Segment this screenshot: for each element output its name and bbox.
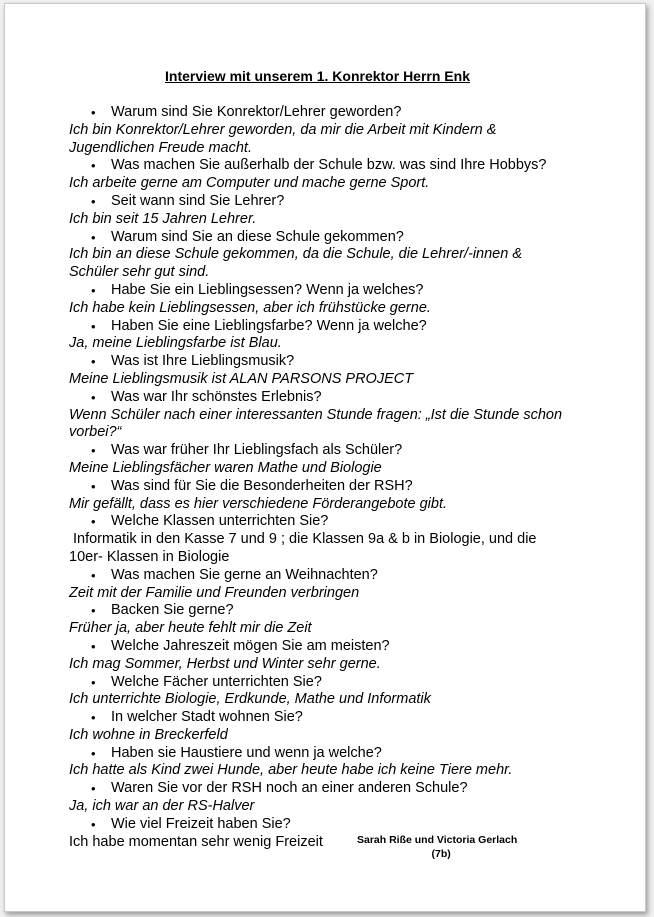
- question-text: Welche Klassen unterrichten Sie?: [111, 513, 329, 530]
- bullet-icon: •: [91, 318, 96, 334]
- question-item: [91, 513, 589, 531]
- answer-line: Ich mag Sommer, Herbst und Winter sehr gerne.: [69, 655, 381, 672]
- question-item: [91, 566, 589, 585]
- answer-line: 10er- Klassen in Biologie: [69, 548, 230, 565]
- question-text: Backen Sie gerne?: [111, 602, 234, 619]
- bullet-icon: •: [91, 354, 96, 370]
- bullet-icon: •: [91, 443, 96, 459]
- question-text: Was machen Sie gerne an Weihnachten?: [111, 566, 378, 583]
- answer-line: Ich bin Konrektor/Lehrer geworden, da mir die Arbeit mit Kindern &: [69, 121, 497, 138]
- bullet-icon: •: [91, 229, 96, 245]
- answer-line: Ich habe kein Lieblingsessen, aber ich frühstücke gerne.: [69, 299, 431, 316]
- answer-line: Zeit mit der Familie und Freunden verbringen: [69, 584, 360, 601]
- question-text: In welcher Stadt wohnen Sie?: [111, 709, 303, 726]
- answer-line: Meine Lieblingsmusik ist ALAN PARSONS PROJECT: [69, 370, 414, 387]
- answer-line: Ja, meine Lieblingsfarbe ist Blau.: [69, 335, 282, 352]
- bullet-icon: •: [91, 193, 96, 209]
- bullet-icon: •: [91, 710, 96, 726]
- question-text: Warum sind Sie an diese Schule gekommen?: [111, 228, 404, 245]
- answer-line: vorbei?“: [69, 424, 122, 441]
- bullet-icon: •: [91, 567, 96, 583]
- question-item: [91, 602, 589, 620]
- answer-line: Ja, ich war an der RS-Halver: [69, 798, 255, 815]
- question-text: Welche Jahreszeit mögen Sie am meisten?: [111, 637, 390, 654]
- bullet-icon: •: [91, 816, 96, 832]
- bullet-icon: •: [91, 282, 96, 298]
- question-text: Was war Ihr schönstes Erlebnis?: [111, 388, 322, 405]
- bullet-icon: •: [91, 514, 96, 530]
- question-text: Was ist Ihre Lieblingsmusik?: [111, 353, 295, 370]
- answer-line: Ich wohne in Breckerfeld: [69, 726, 228, 743]
- answer-line: Früher ja, aber heute fehlt mir die Zeit: [69, 620, 312, 637]
- question-text: Was machen Sie außerhalb der Schule bzw. was sind Ihre Hobbys?: [111, 157, 547, 174]
- page-title: Interview mit unserem 1. Konrektor Herrn Enk: [165, 68, 470, 84]
- bullet-icon: •: [91, 674, 96, 690]
- question-item: [91, 281, 589, 300]
- question-text: Was sind für Sie die Besonderheiten der RSH?: [111, 477, 413, 494]
- question-text: Welche Fächer unterrichten Sie?: [111, 673, 322, 690]
- answer-line: Wenn Schüler nach einer interessanten Stunde fragen: „Ist die Stunde schon: [69, 406, 563, 423]
- question-item: [91, 442, 589, 460]
- author-credit: [357, 833, 517, 861]
- answer-line: Schüler sehr gut sind.: [69, 264, 210, 281]
- question-item: [91, 780, 589, 798]
- bullet-icon: •: [91, 158, 96, 174]
- interview-list: [69, 104, 589, 851]
- answer-line: Meine Lieblingsfächer waren Mathe und Biologie: [69, 459, 382, 476]
- answer-line: Informatik in den Kasse 7 und 9 ; die Klassen 9a & b in Biologie, und die: [73, 531, 537, 548]
- question-text: Wie viel Freizeit haben Sie?: [111, 815, 291, 832]
- question-text: Was war früher Ihr Lieblingsfach als Schüler?: [111, 442, 403, 459]
- bullet-icon: •: [91, 745, 96, 761]
- author-class: (7b): [431, 848, 451, 860]
- answer-line: Mir gefällt, dass es hier verschiedene Förderangebote gibt.: [69, 495, 448, 512]
- question-text: Haben sie Haustiere und wenn ja welche?: [111, 744, 382, 761]
- question-text: Warum sind Sie Konrektor/Lehrer geworden?: [111, 104, 402, 120]
- document-page: [4, 3, 646, 912]
- bullet-icon: •: [91, 781, 96, 797]
- question-item: [91, 637, 589, 656]
- answer-line: Ich hatte als Kind zwei Hunde, aber heute habe ich keine Tiere mehr.: [69, 762, 513, 779]
- answer-line: Ich bin seit 15 Jahren Lehrer.: [69, 210, 257, 227]
- question-item: [91, 673, 589, 692]
- question-text: Seit wann sind Sie Lehrer?: [111, 192, 285, 209]
- bullet-icon: •: [91, 389, 96, 405]
- answer-line: Jugendlichen Freude macht.: [69, 139, 252, 156]
- question-item: [91, 353, 589, 371]
- question-item: [91, 317, 589, 336]
- question-item: [91, 388, 589, 407]
- question-text: Habe Sie ein Lieblingsessen? Wenn ja welches?: [111, 281, 424, 298]
- author-names: Sarah Riße und Victoria Gerlach: [357, 834, 518, 846]
- bullet-icon: •: [91, 638, 96, 654]
- bullet-icon: •: [91, 603, 96, 619]
- answer-line: Ich unterrichte Biologie, Erdkunde, Mathe und Informatik: [69, 691, 431, 708]
- question-item: [91, 815, 589, 834]
- question-text: Haben Sie eine Lieblingsfarbe? Wenn ja welche?: [111, 317, 427, 334]
- question-item: [91, 744, 589, 763]
- question-item: [91, 104, 589, 122]
- question-item: [91, 192, 589, 211]
- bullet-icon: •: [91, 105, 96, 120]
- answer-line: Ich arbeite gerne am Computer und mache gerne Sport.: [69, 175, 430, 192]
- bullet-icon: •: [91, 478, 96, 494]
- question-text: Waren Sie vor der RSH noch an einer anderen Schule?: [111, 780, 468, 797]
- question-item: [91, 709, 589, 727]
- question-item: [91, 157, 589, 175]
- question-item: [91, 228, 589, 247]
- question-item: [91, 477, 589, 496]
- answer-line: Ich habe momentan sehr wenig Freizeit: [69, 833, 323, 850]
- answer-line: Ich bin an diese Schule gekommen, da die Schule, die Lehrer/-innen &: [69, 246, 523, 263]
